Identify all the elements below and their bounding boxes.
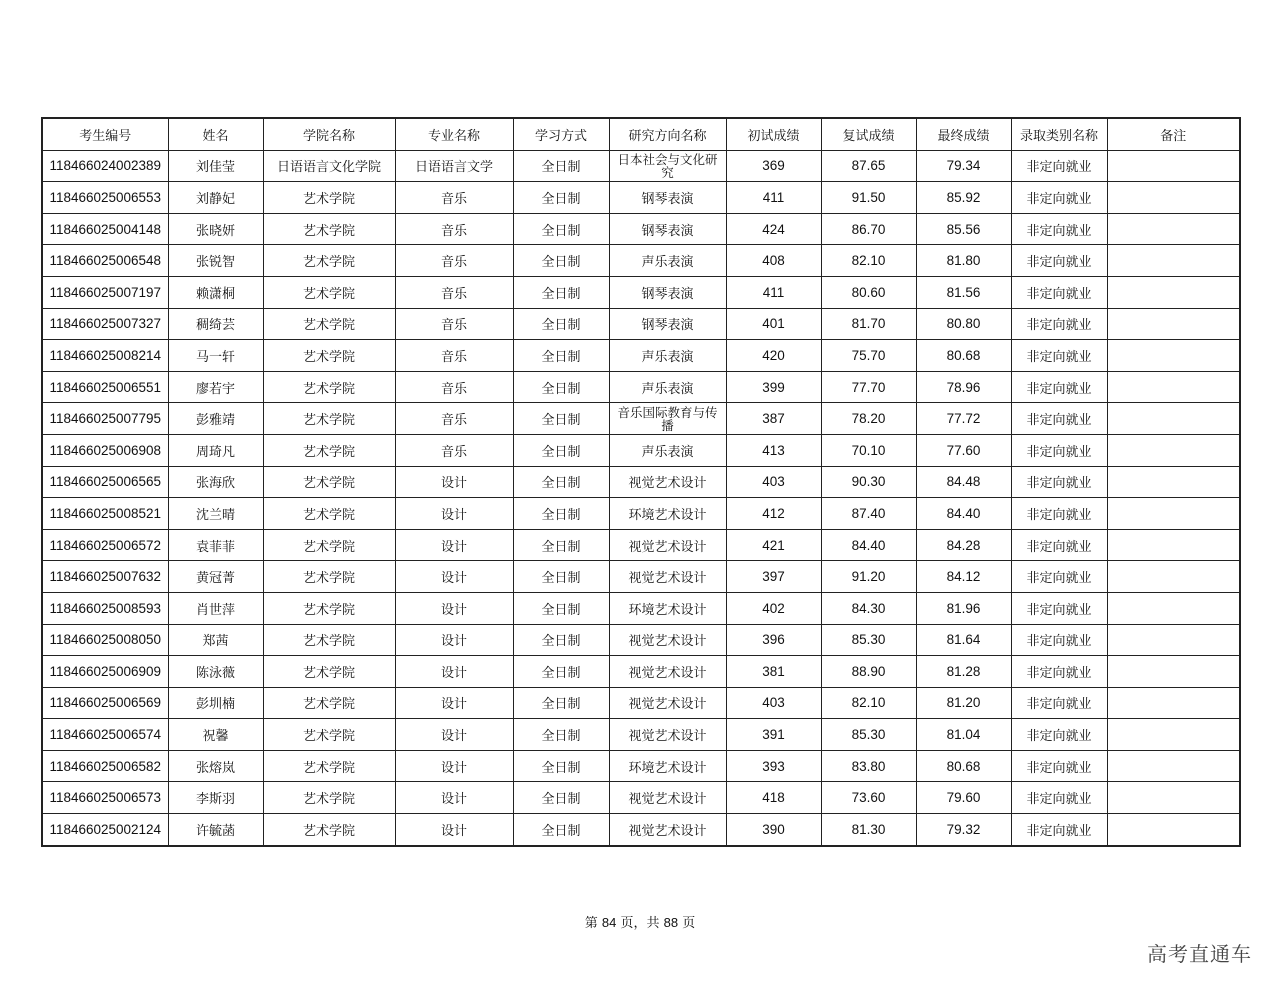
- col-header-college: 学院名称: [263, 118, 395, 150]
- cell-retest-score: 86.70: [821, 213, 916, 245]
- cell-admission-type: 非定向就业: [1011, 624, 1107, 656]
- cell-study-mode: 全日制: [513, 466, 609, 498]
- cell-name: 陈泳薇: [168, 656, 263, 688]
- cell-admission-type: 非定向就业: [1011, 371, 1107, 403]
- cell-prelim-score: 402: [726, 592, 821, 624]
- cell-retest-score: 81.70: [821, 308, 916, 340]
- cell-exam-id: 118466025007795: [42, 403, 168, 435]
- cell-retest-score: 84.40: [821, 529, 916, 561]
- page-footer: [0, 912, 1280, 931]
- cell-research-direction: 声乐表演: [609, 245, 726, 277]
- cell-name: 张熔岚: [168, 750, 263, 782]
- cell-study-mode: 全日制: [513, 529, 609, 561]
- cell-retest-score: 77.70: [821, 371, 916, 403]
- cell-college: 艺术学院: [263, 750, 395, 782]
- cell-final-score: 81.80: [916, 245, 1011, 277]
- col-header-final-score: 最终成绩: [916, 118, 1011, 150]
- cell-final-score: 84.48: [916, 466, 1011, 498]
- cell-research-direction: 环境艺术设计: [609, 750, 726, 782]
- cell-retest-score: 82.10: [821, 245, 916, 277]
- cell-college: 日语语言文化学院: [263, 150, 395, 182]
- cell-retest-score: 91.20: [821, 561, 916, 593]
- cell-name: 彭雅靖: [168, 403, 263, 435]
- cell-final-score: 81.04: [916, 719, 1011, 751]
- cell-final-score: 81.56: [916, 276, 1011, 308]
- table-row: [42, 498, 1240, 530]
- cell-retest-score: 78.20: [821, 403, 916, 435]
- cell-major: 音乐: [395, 182, 513, 214]
- cell-study-mode: 全日制: [513, 403, 609, 435]
- table-row: [42, 561, 1240, 593]
- cell-retest-score: 75.70: [821, 340, 916, 372]
- cell-exam-id: 118466025007632: [42, 561, 168, 593]
- table-row: [42, 719, 1240, 751]
- cell-remarks: [1107, 719, 1240, 751]
- cell-final-score: 85.56: [916, 213, 1011, 245]
- cell-retest-score: 87.40: [821, 498, 916, 530]
- cell-admission-type: 非定向就业: [1011, 466, 1107, 498]
- cell-name: 沈兰晴: [168, 498, 263, 530]
- cell-exam-id: 118466025008521: [42, 498, 168, 530]
- cell-name: 李斯羽: [168, 782, 263, 814]
- cell-major: 设计: [395, 750, 513, 782]
- cell-name: 许毓菡: [168, 814, 263, 846]
- cell-exam-id: 118466025007197: [42, 276, 168, 308]
- cell-college: 艺术学院: [263, 624, 395, 656]
- cell-name: 祝馨: [168, 719, 263, 751]
- cell-prelim-score: 412: [726, 498, 821, 530]
- cell-remarks: [1107, 371, 1240, 403]
- cell-research-direction: 视觉艺术设计: [609, 814, 726, 846]
- cell-college: 艺术学院: [263, 814, 395, 846]
- cell-remarks: [1107, 276, 1240, 308]
- cell-remarks: [1107, 498, 1240, 530]
- cell-major: 音乐: [395, 245, 513, 277]
- cell-prelim-score: 411: [726, 182, 821, 214]
- cell-retest-score: 87.65: [821, 150, 916, 182]
- cell-research-direction: 钢琴表演: [609, 276, 726, 308]
- cell-admission-type: 非定向就业: [1011, 498, 1107, 530]
- cell-college: 艺术学院: [263, 308, 395, 340]
- cell-major: 设计: [395, 466, 513, 498]
- col-header-exam-id: 考生编号: [42, 118, 168, 150]
- cell-major: 设计: [395, 561, 513, 593]
- table-row: [42, 213, 1240, 245]
- cell-college: 艺术学院: [263, 782, 395, 814]
- cell-name: 稠绮芸: [168, 308, 263, 340]
- cell-exam-id: 118466025006574: [42, 719, 168, 751]
- cell-final-score: 85.92: [916, 182, 1011, 214]
- cell-admission-type: 非定向就业: [1011, 561, 1107, 593]
- cell-college: 艺术学院: [263, 245, 395, 277]
- cell-study-mode: 全日制: [513, 308, 609, 340]
- cell-major: 音乐: [395, 403, 513, 435]
- cell-exam-id: 118466025006551: [42, 371, 168, 403]
- cell-research-direction: 视觉艺术设计: [609, 466, 726, 498]
- cell-name: 彭圳楠: [168, 687, 263, 719]
- cell-major: 设计: [395, 687, 513, 719]
- cell-remarks: [1107, 624, 1240, 656]
- col-header-study-mode: 学习方式: [513, 118, 609, 150]
- cell-admission-type: 非定向就业: [1011, 276, 1107, 308]
- cell-retest-score: 82.10: [821, 687, 916, 719]
- cell-retest-score: 91.50: [821, 182, 916, 214]
- footer-prefix: 第: [584, 916, 598, 931]
- cell-study-mode: 全日制: [513, 592, 609, 624]
- cell-research-direction: 视觉艺术设计: [609, 561, 726, 593]
- cell-remarks: [1107, 782, 1240, 814]
- cell-college: 艺术学院: [263, 403, 395, 435]
- cell-prelim-score: 393: [726, 750, 821, 782]
- cell-college: 艺术学院: [263, 592, 395, 624]
- table-row: [42, 276, 1240, 308]
- cell-remarks: [1107, 308, 1240, 340]
- cell-admission-type: 非定向就业: [1011, 656, 1107, 688]
- table-row: [42, 624, 1240, 656]
- header-row: [42, 118, 1240, 150]
- cell-research-direction: 钢琴表演: [609, 308, 726, 340]
- table-row: [42, 245, 1240, 277]
- cell-study-mode: 全日制: [513, 340, 609, 372]
- cell-retest-score: 84.30: [821, 592, 916, 624]
- cell-prelim-score: 401: [726, 308, 821, 340]
- cell-name: 张晓妍: [168, 213, 263, 245]
- cell-exam-id: 118466025008214: [42, 340, 168, 372]
- table-row: [42, 371, 1240, 403]
- cell-study-mode: 全日制: [513, 182, 609, 214]
- cell-exam-id: 118466025007327: [42, 308, 168, 340]
- cell-name: 刘佳莹: [168, 150, 263, 182]
- cell-research-direction: 音乐国际教育与传播: [609, 403, 726, 435]
- cell-remarks: [1107, 245, 1240, 277]
- cell-name: 张锐智: [168, 245, 263, 277]
- cell-research-direction: 日本社会与文化研究: [609, 150, 726, 182]
- cell-retest-score: 70.10: [821, 434, 916, 466]
- cell-major: 音乐: [395, 371, 513, 403]
- cell-final-score: 79.34: [916, 150, 1011, 182]
- cell-retest-score: 90.30: [821, 466, 916, 498]
- table-row: [42, 529, 1240, 561]
- cell-exam-id: 118466025006548: [42, 245, 168, 277]
- cell-name: 周琦凡: [168, 434, 263, 466]
- cell-college: 艺术学院: [263, 529, 395, 561]
- cell-prelim-score: 387: [726, 403, 821, 435]
- table-row: [42, 340, 1240, 372]
- cell-final-score: 84.12: [916, 561, 1011, 593]
- cell-name: 廖若宇: [168, 371, 263, 403]
- cell-research-direction: 视觉艺术设计: [609, 719, 726, 751]
- cell-final-score: 81.20: [916, 687, 1011, 719]
- cell-retest-score: 83.80: [821, 750, 916, 782]
- cell-study-mode: 全日制: [513, 498, 609, 530]
- cell-admission-type: 非定向就业: [1011, 182, 1107, 214]
- cell-major: 音乐: [395, 213, 513, 245]
- col-header-name: 姓名: [168, 118, 263, 150]
- cell-exam-id: 118466025006909: [42, 656, 168, 688]
- table-row: [42, 434, 1240, 466]
- col-header-research-direction: 研究方向名称: [609, 118, 726, 150]
- cell-major: 设计: [395, 814, 513, 846]
- cell-study-mode: 全日制: [513, 687, 609, 719]
- cell-exam-id: 118466025008050: [42, 624, 168, 656]
- footer-page-number: 84: [601, 915, 617, 930]
- cell-prelim-score: 403: [726, 687, 821, 719]
- cell-college: 艺术学院: [263, 656, 395, 688]
- cell-name: 黄冠菁: [168, 561, 263, 593]
- cell-prelim-score: 408: [726, 245, 821, 277]
- admission-table: [41, 117, 1241, 847]
- cell-research-direction: 声乐表演: [609, 434, 726, 466]
- cell-exam-id: 118466025004148: [42, 213, 168, 245]
- cell-admission-type: 非定向就业: [1011, 719, 1107, 751]
- cell-remarks: [1107, 182, 1240, 214]
- cell-exam-id: 118466025008593: [42, 592, 168, 624]
- footer-suffix: 页: [682, 916, 696, 931]
- cell-name: 马一轩: [168, 340, 263, 372]
- cell-name: 肖世萍: [168, 592, 263, 624]
- cell-study-mode: 全日制: [513, 656, 609, 688]
- cell-admission-type: 非定向就业: [1011, 687, 1107, 719]
- cell-research-direction: 环境艺术设计: [609, 592, 726, 624]
- cell-study-mode: 全日制: [513, 814, 609, 846]
- col-header-remarks: 备注: [1107, 118, 1240, 150]
- cell-admission-type: 非定向就业: [1011, 403, 1107, 435]
- cell-remarks: [1107, 150, 1240, 182]
- cell-college: 艺术学院: [263, 276, 395, 308]
- cell-study-mode: 全日制: [513, 371, 609, 403]
- cell-exam-id: 118466025006908: [42, 434, 168, 466]
- cell-exam-id: 118466025006572: [42, 529, 168, 561]
- cell-college: 艺术学院: [263, 466, 395, 498]
- cell-research-direction: 声乐表演: [609, 371, 726, 403]
- cell-college: 艺术学院: [263, 213, 395, 245]
- cell-prelim-score: 411: [726, 276, 821, 308]
- cell-retest-score: 73.60: [821, 782, 916, 814]
- cell-college: 艺术学院: [263, 498, 395, 530]
- cell-exam-id: 118466025006565: [42, 466, 168, 498]
- cell-exam-id: 118466025006553: [42, 182, 168, 214]
- cell-prelim-score: 397: [726, 561, 821, 593]
- col-header-prelim-score: 初试成绩: [726, 118, 821, 150]
- footer-middle: 页，共: [620, 916, 660, 931]
- cell-final-score: 79.32: [916, 814, 1011, 846]
- cell-prelim-score: 369: [726, 150, 821, 182]
- cell-admission-type: 非定向就业: [1011, 782, 1107, 814]
- col-header-admission-type: 录取类别名称: [1011, 118, 1107, 150]
- cell-research-direction: 视觉艺术设计: [609, 687, 726, 719]
- cell-prelim-score: 390: [726, 814, 821, 846]
- cell-name: 袁菲菲: [168, 529, 263, 561]
- cell-remarks: [1107, 592, 1240, 624]
- table-row: [42, 687, 1240, 719]
- cell-final-score: 84.28: [916, 529, 1011, 561]
- cell-college: 艺术学院: [263, 182, 395, 214]
- cell-study-mode: 全日制: [513, 750, 609, 782]
- cell-remarks: [1107, 687, 1240, 719]
- cell-prelim-score: 413: [726, 434, 821, 466]
- watermark-text: 高考直通车: [1147, 942, 1252, 966]
- table-row: [42, 403, 1240, 435]
- cell-research-direction: 视觉艺术设计: [609, 656, 726, 688]
- cell-admission-type: 非定向就业: [1011, 814, 1107, 846]
- table-row: [42, 750, 1240, 782]
- cell-major: 设计: [395, 719, 513, 751]
- cell-final-score: 84.40: [916, 498, 1011, 530]
- cell-final-score: 80.68: [916, 750, 1011, 782]
- cell-retest-score: 85.30: [821, 719, 916, 751]
- cell-admission-type: 非定向就业: [1011, 750, 1107, 782]
- cell-major: 音乐: [395, 434, 513, 466]
- cell-exam-id: 118466025006569: [42, 687, 168, 719]
- cell-final-score: 80.80: [916, 308, 1011, 340]
- cell-study-mode: 全日制: [513, 719, 609, 751]
- cell-admission-type: 非定向就业: [1011, 529, 1107, 561]
- cell-major: 音乐: [395, 308, 513, 340]
- cell-major: 日语语言文学: [395, 150, 513, 182]
- cell-remarks: [1107, 750, 1240, 782]
- cell-study-mode: 全日制: [513, 150, 609, 182]
- cell-major: 设计: [395, 782, 513, 814]
- cell-college: 艺术学院: [263, 340, 395, 372]
- table-row: [42, 656, 1240, 688]
- col-header-major: 专业名称: [395, 118, 513, 150]
- cell-remarks: [1107, 656, 1240, 688]
- cell-study-mode: 全日制: [513, 276, 609, 308]
- table-row: [42, 782, 1240, 814]
- cell-final-score: 79.60: [916, 782, 1011, 814]
- table-row: [42, 308, 1240, 340]
- cell-prelim-score: 396: [726, 624, 821, 656]
- cell-retest-score: 81.30: [821, 814, 916, 846]
- cell-retest-score: 80.60: [821, 276, 916, 308]
- cell-final-score: 80.68: [916, 340, 1011, 372]
- cell-major: 设计: [395, 624, 513, 656]
- cell-prelim-score: 403: [726, 466, 821, 498]
- cell-name: 赖潇桐: [168, 276, 263, 308]
- cell-name: 郑茜: [168, 624, 263, 656]
- cell-research-direction: 视觉艺术设计: [609, 624, 726, 656]
- cell-name: 刘静妃: [168, 182, 263, 214]
- cell-research-direction: 钢琴表演: [609, 213, 726, 245]
- cell-study-mode: 全日制: [513, 245, 609, 277]
- cell-study-mode: 全日制: [513, 782, 609, 814]
- cell-admission-type: 非定向就业: [1011, 150, 1107, 182]
- cell-final-score: 81.64: [916, 624, 1011, 656]
- cell-research-direction: 视觉艺术设计: [609, 529, 726, 561]
- cell-prelim-score: 381: [726, 656, 821, 688]
- cell-research-direction: 视觉艺术设计: [609, 782, 726, 814]
- footer-total-pages: 88: [663, 915, 679, 930]
- table-row: [42, 182, 1240, 214]
- cell-remarks: [1107, 434, 1240, 466]
- table-row: [42, 466, 1240, 498]
- table-row: [42, 592, 1240, 624]
- cell-prelim-score: 391: [726, 719, 821, 751]
- cell-admission-type: 非定向就业: [1011, 308, 1107, 340]
- cell-major: 设计: [395, 656, 513, 688]
- cell-college: 艺术学院: [263, 561, 395, 593]
- cell-admission-type: 非定向就业: [1011, 340, 1107, 372]
- cell-college: 艺术学院: [263, 434, 395, 466]
- cell-research-direction: 声乐表演: [609, 340, 726, 372]
- cell-retest-score: 85.30: [821, 624, 916, 656]
- cell-study-mode: 全日制: [513, 561, 609, 593]
- cell-final-score: 78.96: [916, 371, 1011, 403]
- cell-prelim-score: 399: [726, 371, 821, 403]
- cell-remarks: [1107, 340, 1240, 372]
- cell-college: 艺术学院: [263, 687, 395, 719]
- cell-exam-id: 118466024002389: [42, 150, 168, 182]
- cell-research-direction: 钢琴表演: [609, 182, 726, 214]
- cell-study-mode: 全日制: [513, 434, 609, 466]
- cell-admission-type: 非定向就业: [1011, 213, 1107, 245]
- cell-remarks: [1107, 466, 1240, 498]
- cell-major: 音乐: [395, 340, 513, 372]
- cell-final-score: 77.72: [916, 403, 1011, 435]
- cell-major: 设计: [395, 498, 513, 530]
- cell-major: 设计: [395, 529, 513, 561]
- cell-admission-type: 非定向就业: [1011, 434, 1107, 466]
- cell-prelim-score: 418: [726, 782, 821, 814]
- cell-final-score: 81.96: [916, 592, 1011, 624]
- table-row: [42, 814, 1240, 846]
- col-header-retest-score: 复试成绩: [821, 118, 916, 150]
- cell-remarks: [1107, 213, 1240, 245]
- cell-admission-type: 非定向就业: [1011, 592, 1107, 624]
- cell-exam-id: 118466025002124: [42, 814, 168, 846]
- cell-study-mode: 全日制: [513, 624, 609, 656]
- table-row: [42, 150, 1240, 182]
- cell-exam-id: 118466025006573: [42, 782, 168, 814]
- cell-study-mode: 全日制: [513, 213, 609, 245]
- cell-final-score: 77.60: [916, 434, 1011, 466]
- table-body: [42, 150, 1240, 846]
- cell-college: 艺术学院: [263, 719, 395, 751]
- cell-remarks: [1107, 814, 1240, 846]
- cell-retest-score: 88.90: [821, 656, 916, 688]
- cell-remarks: [1107, 529, 1240, 561]
- cell-college: 艺术学院: [263, 371, 395, 403]
- cell-final-score: 81.28: [916, 656, 1011, 688]
- cell-prelim-score: 420: [726, 340, 821, 372]
- cell-major: 音乐: [395, 276, 513, 308]
- cell-prelim-score: 424: [726, 213, 821, 245]
- cell-prelim-score: 421: [726, 529, 821, 561]
- cell-exam-id: 118466025006582: [42, 750, 168, 782]
- cell-research-direction: 环境艺术设计: [609, 498, 726, 530]
- cell-admission-type: 非定向就业: [1011, 245, 1107, 277]
- cell-remarks: [1107, 403, 1240, 435]
- cell-major: 设计: [395, 592, 513, 624]
- cell-name: 张海欣: [168, 466, 263, 498]
- cell-remarks: [1107, 561, 1240, 593]
